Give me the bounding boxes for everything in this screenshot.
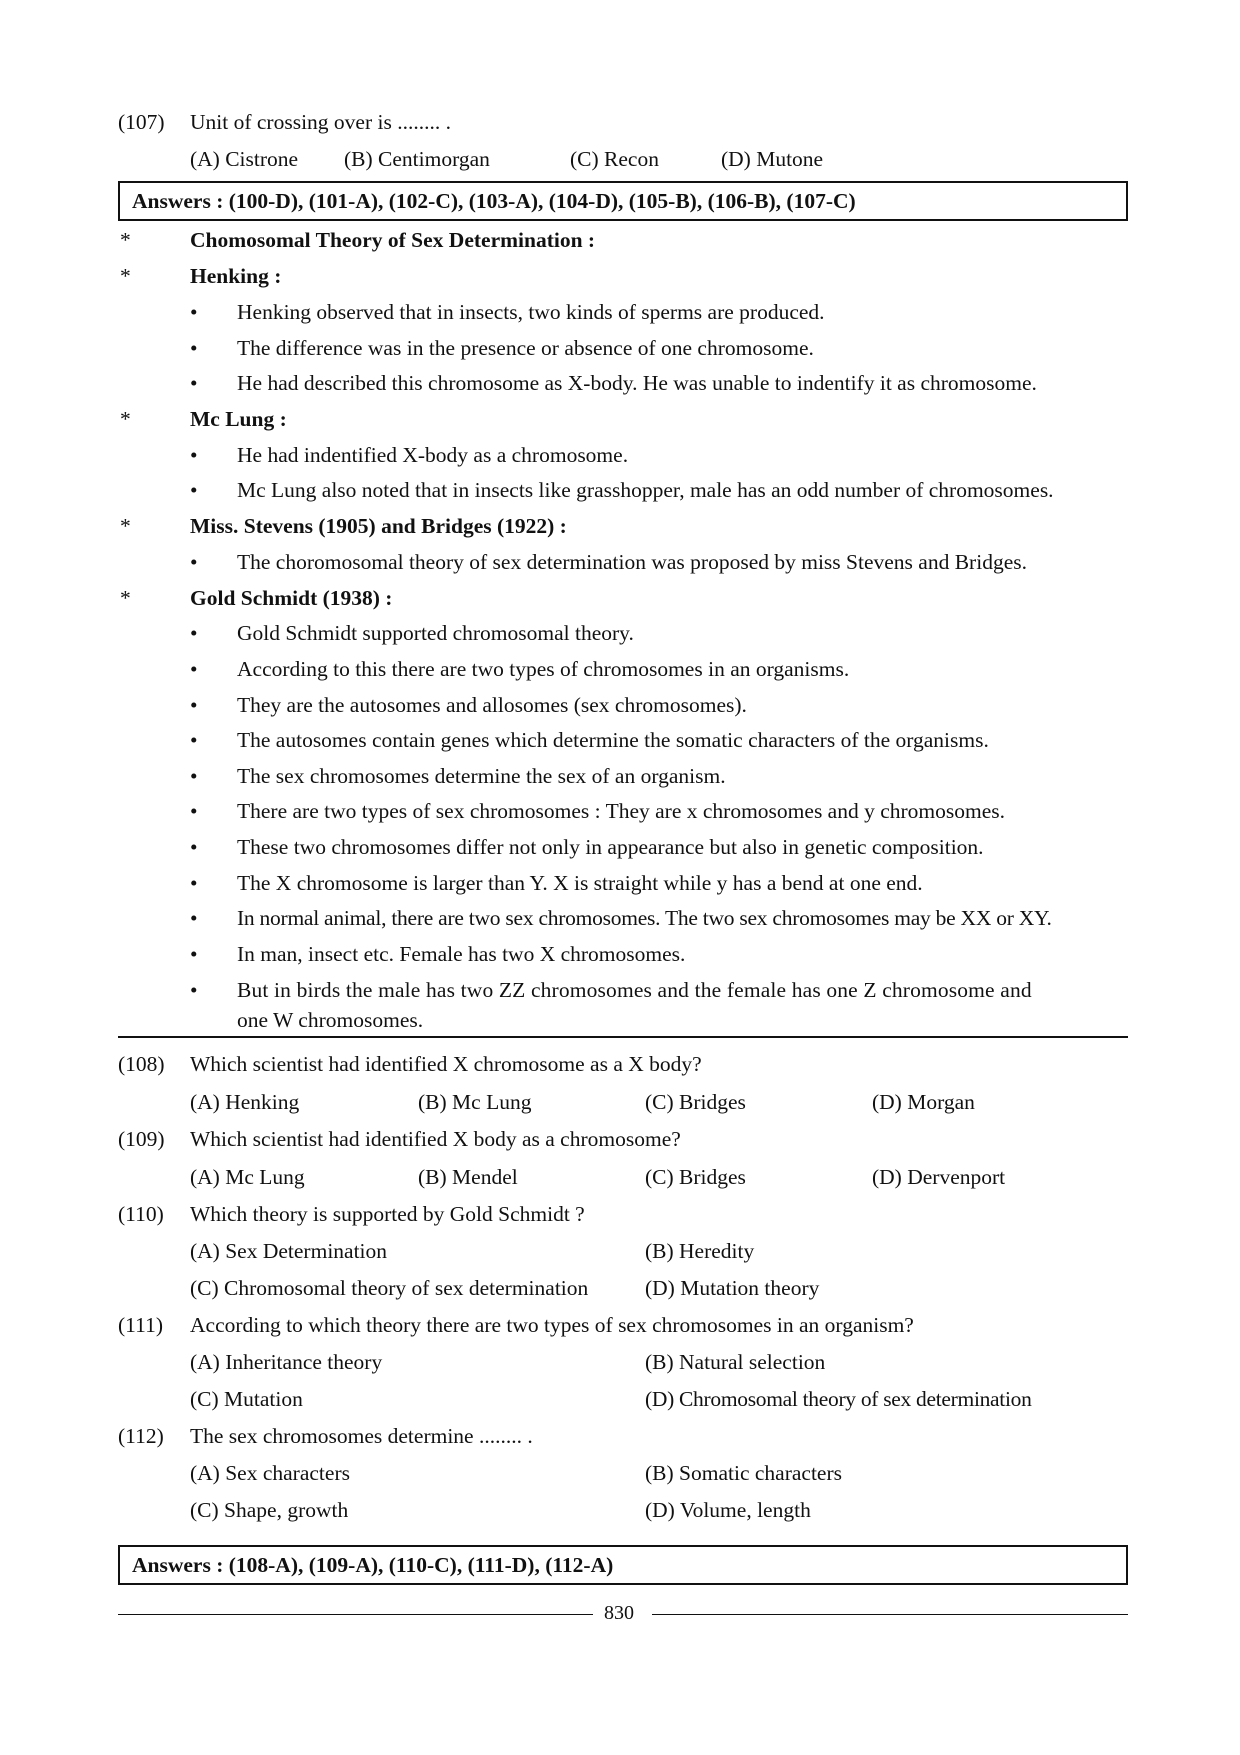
mclung-point: Mc Lung also noted that in insects like grasshopper, male has an odd number of chromosomes.: [237, 478, 1054, 502]
henking-point: He had described this chromosome as X-body. He was unable to indentify it as chromosome.: [237, 371, 1037, 395]
bullet: •: [190, 835, 198, 859]
goldschmidt-point: They are the autosomes and allosomes (sex chromosomes).: [237, 693, 747, 717]
footer-rule-left: [118, 1614, 593, 1615]
bullet: •: [190, 906, 198, 930]
option-a: (A) Cistrone: [190, 147, 299, 171]
star-marker: *: [120, 407, 131, 431]
bullet: •: [190, 300, 198, 324]
goldschmidt-point: There are two types of sex chromosomes : They are x chromosomes and y chromosomes.: [237, 799, 1006, 823]
bullet: •: [190, 942, 198, 966]
question-number: (110): [118, 1202, 164, 1226]
option-b: (B) Mc Lung: [418, 1090, 532, 1114]
option-c: (C) Mutation: [190, 1387, 303, 1411]
option-d: (D) Dervenport: [872, 1165, 1006, 1189]
goldschmidt-point: The X chromosome is larger than Y. X is straight while y has a bend at one end.: [237, 871, 923, 895]
henking-point: The difference was in the presence or absence of one chromosome.: [237, 336, 814, 360]
option-a: (A) Mc Lung: [190, 1165, 305, 1189]
bullet: •: [190, 336, 198, 360]
henking-point: Henking observed that in insects, two kinds of sperms are produced.: [237, 300, 825, 324]
footer-rule-right: [652, 1614, 1128, 1615]
option-c: (C) Recon: [570, 147, 659, 171]
option-d: (D) Chromosomal theory of sex determination: [645, 1387, 1032, 1411]
question-number: (111): [118, 1313, 163, 1337]
question-stem: Unit of crossing over is ........ .: [190, 110, 451, 134]
option-d: (D) Mutone: [721, 147, 824, 171]
question-number: (108): [118, 1052, 165, 1076]
option-b: (B) Heredity: [645, 1239, 755, 1263]
bullet: •: [190, 550, 198, 574]
option-d: (D) Morgan: [872, 1090, 975, 1114]
stevens-heading: Miss. Stevens (1905) and Bridges (1922) :: [190, 514, 567, 538]
option-d: (D) Mutation theory: [645, 1276, 820, 1300]
option-b: (B) Natural selection: [645, 1350, 826, 1374]
star-marker: *: [120, 514, 131, 538]
question-number: (107): [118, 110, 165, 134]
mclung-point: He had indentified X-body as a chromosome.: [237, 443, 629, 467]
goldschmidt-heading: Gold Schmidt (1938) :: [190, 586, 393, 610]
question-stem: Which theory is supported by Gold Schmidt ?: [190, 1202, 585, 1226]
option-c: (C) Bridges: [645, 1090, 746, 1114]
bullet: •: [190, 799, 198, 823]
goldschmidt-point: The autosomes contain genes which determine the somatic characters of the organisms.: [237, 728, 989, 752]
option-b: (B) Mendel: [418, 1165, 518, 1189]
star-marker: *: [120, 264, 131, 288]
bullet: •: [190, 621, 198, 645]
section-title: Chomosomal Theory of Sex Determination :: [190, 228, 596, 252]
option-b: (B) Centimorgan: [344, 147, 490, 171]
answers-box-2: Answers : (108-A), (109-A), (110-C), (111-D), (112-A): [118, 1545, 1128, 1585]
section-divider: [118, 1036, 1128, 1038]
goldschmidt-point-continued: one W chromosomes.: [237, 1008, 424, 1032]
goldschmidt-point: Gold Schmidt supported chromosomal theory.: [237, 621, 634, 645]
question-stem: Which scientist had identified X body as a chromosome?: [190, 1127, 681, 1151]
page-number: 830: [604, 1602, 634, 1624]
bullet: •: [190, 978, 198, 1002]
star-marker: *: [120, 586, 131, 610]
option-c: (C) Chromosomal theory of sex determination: [190, 1276, 589, 1300]
stevens-point: The choromosomal theory of sex determination was proposed by miss Stevens and Bridges.: [237, 550, 1027, 574]
goldschmidt-point: In man, insect etc. Female has two X chromosomes.: [237, 942, 686, 966]
option-c: (C) Shape, growth: [190, 1498, 349, 1522]
goldschmidt-point: In normal animal, there are two sex chromosomes. The two sex chromosomes may be XX or XY.: [237, 906, 1052, 930]
goldschmidt-point: According to this there are two types of chromosomes in an organisms.: [237, 657, 850, 681]
question-stem: Which scientist had identified X chromosome as a X body?: [190, 1052, 702, 1076]
option-a: (A) Inheritance theory: [190, 1350, 383, 1374]
answers-box-1: Answers : (100-D), (101-A), (102-C), (103-A), (104-D), (105-B), (106-B), (107-C): [118, 181, 1128, 221]
option-a: (A) Sex Determination: [190, 1239, 388, 1263]
bullet: •: [190, 871, 198, 895]
bullet: •: [190, 764, 198, 788]
option-c: (C) Bridges: [645, 1165, 746, 1189]
henking-heading: Henking :: [190, 264, 282, 288]
option-a: (A) Henking: [190, 1090, 300, 1114]
question-number: (112): [118, 1424, 164, 1448]
option-a: (A) Sex characters: [190, 1461, 350, 1485]
bullet: •: [190, 657, 198, 681]
question-stem: The sex chromosomes determine ........ .: [190, 1424, 533, 1448]
question-stem: According to which theory there are two types of sex chromosomes in an organism?: [190, 1313, 914, 1337]
star-marker: *: [120, 228, 131, 252]
bullet: •: [190, 478, 198, 502]
option-b: (B) Somatic characters: [645, 1461, 842, 1485]
goldschmidt-point: The sex chromosomes determine the sex of an organism.: [237, 764, 726, 788]
bullet: •: [190, 371, 198, 395]
bullet: •: [190, 728, 198, 752]
goldschmidt-point: But in birds the male has two ZZ chromosomes and the female has one Z chromosome and: [237, 978, 1032, 1002]
bullet: •: [190, 693, 198, 717]
bullet: •: [190, 443, 198, 467]
option-d: (D) Volume, length: [645, 1498, 811, 1522]
mclung-heading: Mc Lung :: [190, 407, 287, 431]
goldschmidt-point: These two chromosomes differ not only in appearance but also in genetic composition.: [237, 835, 984, 859]
question-number: (109): [118, 1127, 165, 1151]
